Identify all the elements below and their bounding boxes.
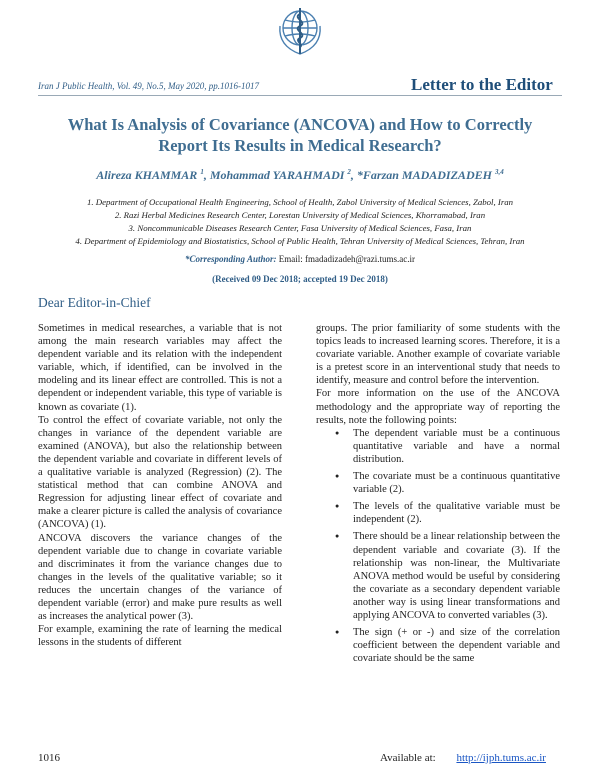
who-emblem-icon bbox=[274, 6, 326, 58]
affiliation-item: 1. Department of Occupational Health Engineering, School of Health, Zabol University of Medical Sciences, Zabol, Iran bbox=[86, 197, 514, 207]
journal-url-link[interactable]: http://ijph.tums.ac.ir bbox=[456, 752, 546, 764]
body-paragraph: For example, examining the rate of learning the medical lessons in the students of different bbox=[38, 624, 282, 649]
author-name: *Farzan MADADIZADEH bbox=[356, 168, 492, 182]
body-paragraph: For more information on the use of the ANCOVA methodology and the appropriate way of reporting the results, note the following points: bbox=[316, 388, 560, 426]
body-paragraph: groups. The prior familiarity of some students with the topics leads to increased learning scores. Therefore, it is a covariate variable. Another example of covariate variable is a pretest score in an interventional study that needs to identify, measure and control before the intervention. bbox=[316, 323, 560, 387]
body-column-left bbox=[38, 322, 282, 649]
body-paragraph: Sometimes in medical researches, a variable that is not among the main research variables may affect the dependent variable and its relation with the independent variable, which, if identified, can be involved in the modeling and its linear effect are controlled. This is not a dependent or independent variable, this type of variable is known as covariate (1). bbox=[38, 323, 282, 413]
author-affiliation-mark: 1 bbox=[200, 168, 204, 176]
article-title: What Is Analysis of Covariance (ANCOVA) and How to Correctly Report Its Results in Medical Research? bbox=[67, 115, 533, 155]
received-accepted-dates: (Received 09 Dec 2018; accepted 19 Dec 2018) bbox=[212, 274, 388, 284]
corresponding-author bbox=[38, 254, 562, 264]
affiliation-item: 4. Department of Epidemiology and Biostatistics, School of Public Health, Tehran University of Medical Sciences, Tehran, Iran bbox=[75, 236, 525, 246]
corresponding-email: Email: fmadadizadeh@razi.tums.ac.ir bbox=[278, 254, 415, 264]
page-number: 1016 bbox=[38, 752, 60, 764]
author-affiliation-mark: 2 bbox=[347, 168, 351, 176]
section-label: Letter to the Editor bbox=[411, 75, 553, 94]
body-paragraph: ANCOVA discovers the variance changes of the dependent variable due to change in covariate variable and discriminates it from the variance changes due to changes in the levels of the qualitative variable; so it reduces the uncertain changes of the variance of dependent variable (error) and make pure results as well as increases the analytical power (3). bbox=[38, 532, 282, 623]
list-item: ● The levels of the qualitative variable must be independent (2). bbox=[353, 500, 560, 526]
requirements-list bbox=[316, 427, 560, 666]
list-item: ● There should be a linear relationship between the dependent variable and covariate (3). If the relationship was non-linear, the Multivariate ANOVA method would be useful by considering the covariate as a secondary dependent variable another way is using linear transformations and applying ANCOVA to converted variables (3). bbox=[353, 530, 560, 622]
available-label: Available at: bbox=[380, 752, 436, 764]
affiliations bbox=[30, 196, 570, 248]
affiliation-item: 3. Noncommunicable Diseases Research Center, Fasa University of Medical Sciences, Fasa, Iran bbox=[128, 223, 472, 233]
salutation: Dear Editor-in-Chief bbox=[38, 295, 151, 310]
list-item: ● The sign (+ or -) and size of the correlation coefficient between the dependent variable and covariate should be the same bbox=[353, 626, 560, 665]
list-item: ● The covariate must be a continuous quantitative variable (2). bbox=[353, 470, 560, 496]
affiliation-item: 2. Razi Herbal Medicines Research Center, Lorestan University of Medical Sciences, Khorramabad, Iran bbox=[114, 210, 486, 220]
journal-citation: Iran J Public Health, Vol. 49, No.5, May 2020, pp.1016-1017 bbox=[38, 81, 259, 91]
author-name: Alireza KHAMMAR bbox=[96, 168, 198, 182]
body-column-right bbox=[316, 322, 560, 669]
body-paragraph: To control the effect of covariate variable, not only the changes in variance of the dependent variable are examined (ANOVA), but also the relationship between the dependent variable and covariate in different levels of a qualitative variable is analyzed (Regression) (2). The statistical method that can combine ANOVA and Regression for adjusting linear effect of covariate and make a clearer picture is called the analysis of covariance (ANCOVA) (1). bbox=[38, 414, 282, 531]
availability-note bbox=[380, 752, 546, 764]
author-list: Alireza KHAMMAR $^1$, Mohammad YARAHMADI $^2$, *Farzan MADADIZADEH $^{3,4}$ bbox=[96, 168, 504, 182]
list-item: ● The dependent variable must be a continuous quantitative variable and have a normal distribution. bbox=[353, 427, 560, 466]
author-name: Mohammad YARAHMADI bbox=[209, 168, 345, 182]
header-divider bbox=[38, 95, 562, 96]
author-affiliation-mark: 3,4 bbox=[494, 168, 504, 176]
corresponding-label: *Corresponding Author: bbox=[185, 254, 277, 264]
